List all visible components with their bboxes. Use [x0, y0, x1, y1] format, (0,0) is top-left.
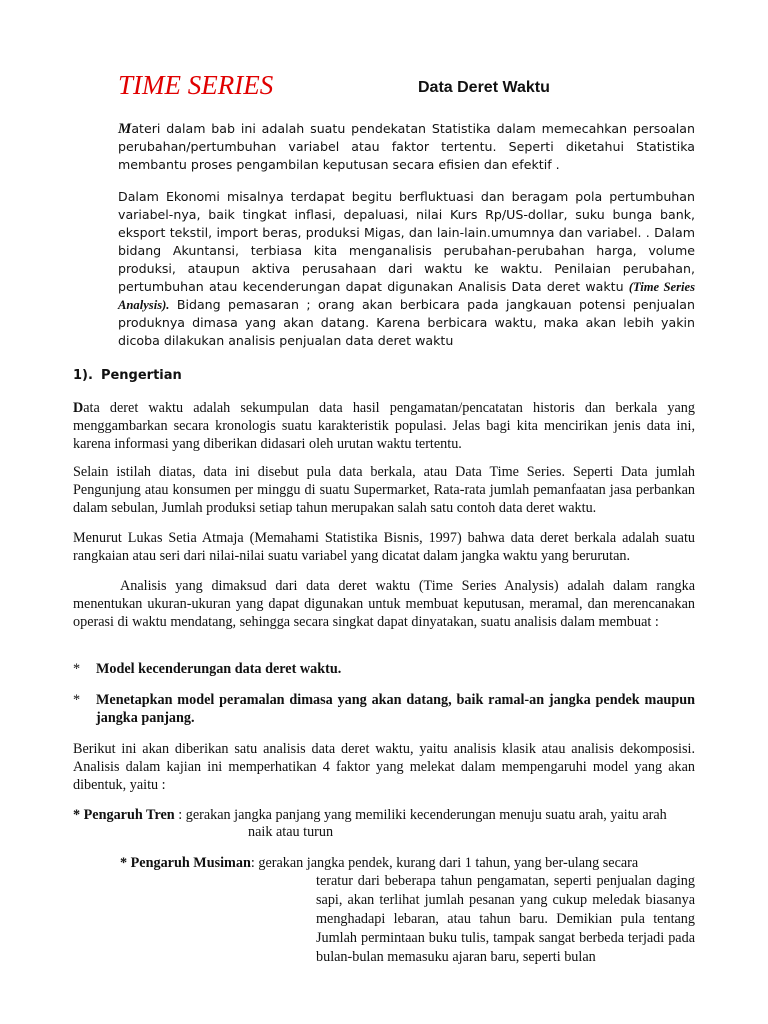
bullet-marker: * [73, 661, 81, 677]
body-paragraph-analisis-text: Analisis yang dimaksud dari data deret waktu (Time Series Analysis) adalah dalam rangka menentukan ukuran-ukuran yang dapat digunakan untuk membuat keputusan, meramal, dan merencanakan operasi di waktu mendatang, sehingga secara singkat dapat dinyatakan, suatu analisis dalam membuat : [73, 578, 695, 630]
intro-paragraph-2 [118, 188, 695, 350]
factor-musiman-line1: : gerakan jangka pendek, kurang dari 1 tahun, yang ber-ulang secara [250, 855, 639, 871]
intro-paragraph-2-text: Dalam Ekonomi misalnya terdapat begitu berfluktuasi dan beragam pola pertumbuhan variabel-nya, baik tingkat inflasi, depaluasi, nilai Kurs Rp/US-dollar, suku bunga bank, eksport tekstil, import beras, produksi Migas, dan lain-lain.umumnya dan variabel. . Dalam bidang Akuntansi, terbiasa kita menganalisis perubahan-perubahan harga, volume produksi, ataupun aktiva perusahaan dari waktu ke waktu. Penilaian perubahan, pertumbuhan atau kecenderungan dapat digunakan Analisis Data deret waktu [118, 189, 695, 294]
section-heading-pengertian [73, 368, 182, 383]
factor-tren-label: * Pengaruh Tren [73, 807, 175, 823]
section-title: Pengertian [100, 368, 182, 383]
factor-musiman-description [316, 872, 695, 967]
factor-tren-line2: naik atau turun [248, 824, 334, 840]
document-subtitle: Data Deret Waktu [418, 79, 550, 96]
factor-musiman [120, 854, 710, 872]
body-paragraph-menurut [73, 529, 695, 565]
document-title: TIME SERIES [118, 70, 274, 100]
factor-tren [73, 806, 713, 824]
body-paragraph-analisis [73, 577, 695, 631]
body-paragraph-definition-text: ata deret waktu adalah sekumpulan data hasil pengamatan/pencatatan historis dan berkala yang menggambarkan secara kronologis suatu karakteristik populasi. Jelas bagi kita mencirikan jenis data ini, karena informasi yang diberikan didasari oleh urutan waktu tertentu. [73, 400, 695, 452]
intro-paragraph-2-tail: Bidang pemasaran ; orang akan berbicara pada jangkauan potensi penjualan produknya dimasa yang akan datang. Karena berbicara waktu, maka akan lebih yakin dicoba dilakukan analisis penjualan data deret waktu [118, 297, 695, 348]
body-paragraph-menurut-text: Menurut Lukas Setia Atmaja (Memahami Statistika Bisnis, 1997) bahwa data deret berkala adalah suatu rangkaian atau seri dari nilai-nilai suatu variabel yang dicatat dalam jangka waktu yang berurutan. [73, 530, 695, 564]
intro-paragraph-1 [118, 120, 695, 174]
bullet-item-2 [73, 691, 695, 727]
factor-musiman-label: * Pengaruh Musiman [120, 855, 251, 871]
emphasis-time-series-analysis: (Time Series Analysis). [118, 280, 696, 312]
body-paragraph-berkala-text: Selain istilah diatas, data ini disebut pula data berkala, atau Data Time Series. Seperti Data jumlah Pengunjung atau konsumen per minggu di suatu Supermarket, Rata-rata jumlah pemanfaatan jasa perbankan dalam sebulan, Jumlah produksi setiap tahun merupakan salah satu contoh data deret waktu. [73, 464, 695, 516]
intro-paragraph-1-text: ateri dalam bab ini adalah suatu pendekatan Statistika dalam memecahkan persoalan perubahan/pertumbuhan variabel atau faktor tertentu. Seperti diketahui Statistika membantu proses pengambilan keputusan secara efisien dan efektif . [118, 121, 695, 172]
bullet-item-2-text: Menetapkan model peramalan dimasa yang akan datang, baik ramal-an jangka pendek maupun jangka panjang. [96, 692, 695, 726]
factor-tren-line1: : gerakan jangka panjang yang memiliki kecenderungan menuju suatu arah, yaitu arah [174, 807, 667, 823]
factor-musiman-description-text: teratur dari beberapa tahun pengamatan, seperti penjualan daging sapi, akan terlihat jumlah pesanan yang cukup meledak biasanya menghadapi lebaran, atau tahun baru. Demikian pula tentang Jumlah permintaan buku tulis, tampak sangat berbeda terjadi pada bulan-bulan memasuku ajaran baru, seperti bulan [316, 873, 695, 965]
bullet-item-1 [73, 660, 695, 678]
body-paragraph-dekomposisi-text: Berikut ini akan diberikan satu analisis data deret waktu, yaitu analisis klasik atau analisis dekomposisi. Analisis dalam kajian ini memperhatikan 4 faktor yang melekat dalam mempengaruhi model yang akan dibentuk, yaitu : [73, 741, 695, 793]
body-paragraph-dekomposisi [73, 740, 695, 794]
bullet-marker: * [73, 692, 81, 708]
section-number: 1). [73, 368, 93, 383]
body-paragraph-berkala [73, 463, 695, 517]
dropcap: D [73, 400, 84, 416]
bullet-item-1-text: Model kecenderungan data deret waktu. [96, 661, 342, 677]
body-paragraph-definition [73, 399, 695, 453]
dropcap: M [118, 121, 132, 137]
